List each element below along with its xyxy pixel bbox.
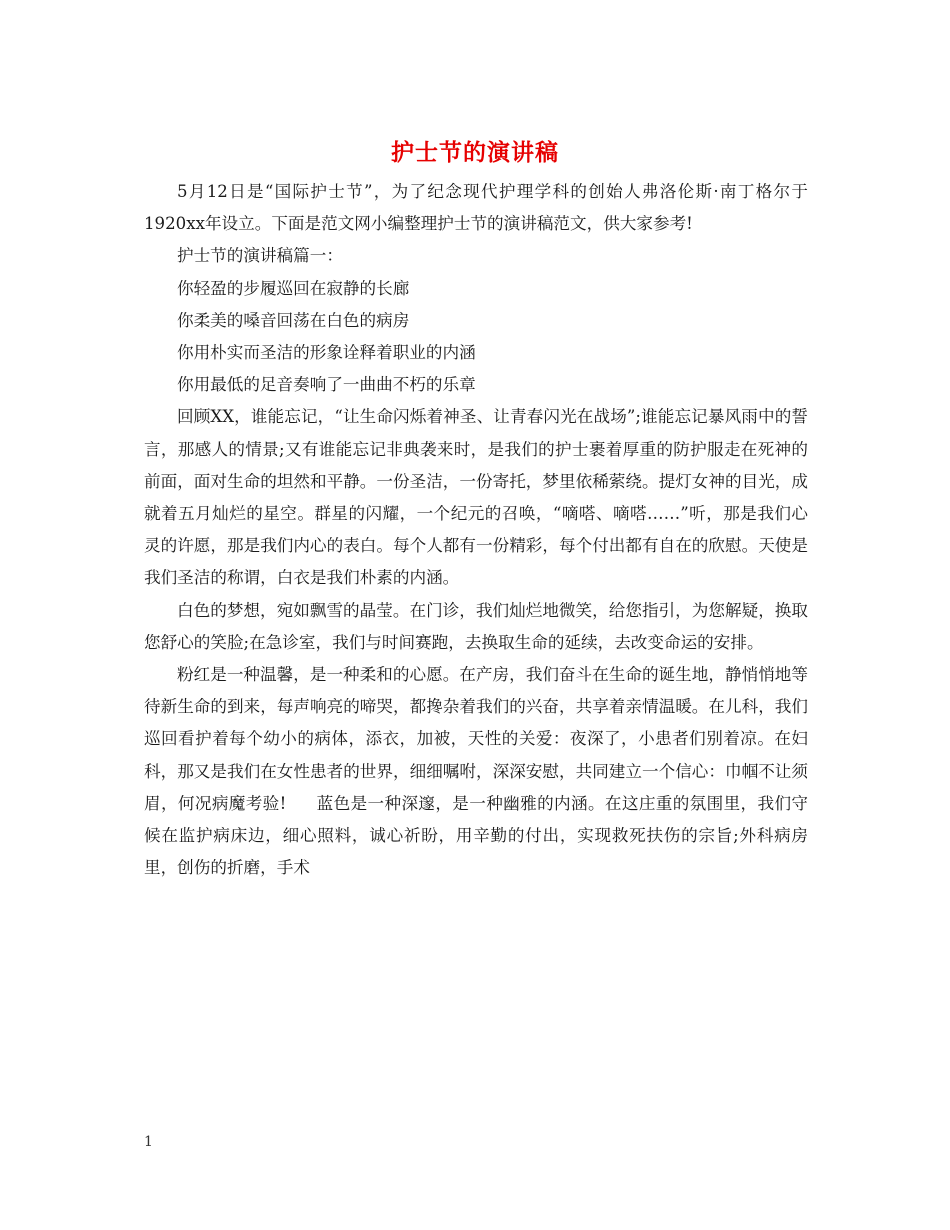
paragraph-text: 蓝色是一种深邃，是一种幽雅的内涵。在这庄重的氛围里，我们守候在监护病床边，细心照料，诚心祈盼，用辛勤的付出，实现救死扶伤的宗旨;外科病房里，创伤的折磨，手术 (144, 793, 809, 878)
poem-line: 你用朴实而圣洁的形象诠释着职业的内涵 (177, 343, 476, 363)
paragraph-text: 粉红是一种温馨，是一种柔和的心愿。在产房，我们奋斗在生命的诞生地，静悄悄地等待新生命的到来，每声响亮的啼哭，都搀杂着我们的兴奋，共享着亲情温暖。在儿科，我们巡回看护着每个幼小的病体，添衣，加被，天性的关爱：夜深了，小患者们别着凉。在妇科，那又是我们在女性患者的世界，细细嘱咐，深深安慰，共同建立一个信心：巾帼不让须眉，何况病魔考验! (144, 665, 808, 813)
body-paragraph: 白色的梦想，宛如飘雪的晶莹。在门诊，我们灿烂地微笑，给您指引，为您解疑，换取您舒心的笑脸;在急诊室，我们与时间赛跑，去换取生命的延续，去改变命运的安排。 (144, 600, 808, 652)
intro-paragraph: 5月12日是“国际护士节”，为了纪念现代护理学科的创始人弗洛伦斯·南丁格尔于1920xx年设立。下面是范文网小编整理护士节的演讲稿范文，供大家参考! (144, 182, 808, 234)
poem-line: 你用最低的足音奏响了一曲曲不朽的乐章 (177, 375, 476, 395)
body-paragraph: 回顾XX，谁能忘记，“让生命闪烁着神圣、让青春闪光在战场”;谁能忘记暴风雨中的誓言，那感人的情景;又有谁能忘记非典袭来时，是我们的护士裹着厚重的防护服走在死神的前面，面对生命的坦然和平静。一份圣洁，一份寄托，梦里依稀萦绕。提灯女神的目光，成就着五月灿烂的星空。群星的闪耀，一个纪元的召唤，“嘀嗒、嘀嗒……”听，那是我们心灵的许愿，那是我们内心的表白。每个人都有一份精彩，每个付出都有自在的欣慰。天使是我们圣洁的称谓，白衣是我们朴素的内涵。 (144, 407, 808, 588)
poem-line: 你柔美的嗓音回荡在白色的病房 (177, 310, 410, 330)
document-body (144, 176, 808, 884)
poem-line: 你轻盈的步履巡回在寂静的长廊 (177, 278, 410, 298)
section-heading: 护士节的演讲稿篇一： (177, 246, 343, 266)
page-number: 1 (144, 1134, 153, 1150)
page-title: 护士节的演讲稿 (391, 139, 559, 166)
body-paragraph (144, 659, 808, 884)
